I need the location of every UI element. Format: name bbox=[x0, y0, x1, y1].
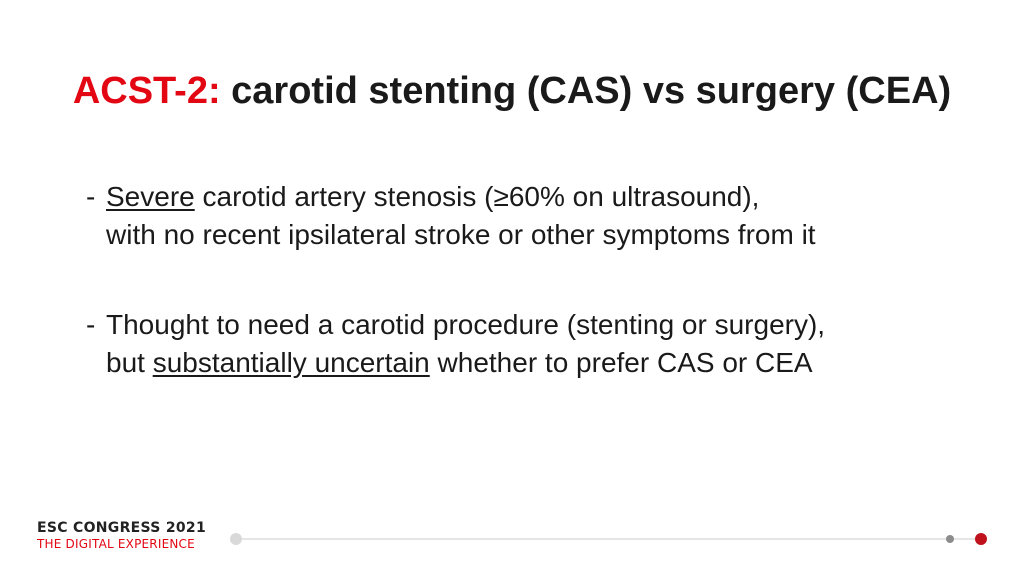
slide-title bbox=[0, 70, 1024, 113]
bullet-1-underlined-word: Severe bbox=[106, 181, 195, 212]
title-text: carotid stenting (CAS) vs surgery (CEA) bbox=[220, 70, 952, 112]
esc-congress-logo bbox=[37, 521, 206, 550]
bullet-item-2 bbox=[86, 306, 986, 382]
bullet-dash: - bbox=[86, 309, 96, 340]
bullet-2-line-2 bbox=[106, 344, 986, 382]
timeline-end-dot bbox=[975, 533, 987, 545]
timeline-track bbox=[236, 538, 982, 540]
logo-line-1: ESC CONGRESS 2021 bbox=[37, 520, 206, 536]
bullet-1-line-1-rest: carotid artery stenosis (≥60% on ultrasound), bbox=[194, 181, 760, 212]
footer-timeline bbox=[230, 532, 990, 546]
title-prefix: ACST-2: bbox=[72, 70, 221, 112]
bullet-item-1 bbox=[86, 178, 986, 254]
bullet-2-line-2-pre: but bbox=[106, 347, 153, 378]
bullet-1-line-2: with no recent ipsilateral stroke or other symptoms from it bbox=[106, 219, 816, 250]
timeline-marker-dot bbox=[946, 535, 954, 543]
bullet-list bbox=[86, 178, 986, 434]
timeline-start-dot bbox=[230, 533, 242, 545]
bullet-2-underlined-phrase: substantially uncertain bbox=[152, 347, 430, 378]
bullet-1-line-1 bbox=[106, 178, 986, 216]
logo-line-2: THE DIGITAL EXPERIENCE bbox=[37, 537, 195, 551]
bullet-dash: - bbox=[86, 181, 96, 212]
bullet-2-line-2-post: whether to prefer CAS or CEA bbox=[429, 347, 813, 378]
bullet-2-line-1: Thought to need a carotid procedure (stenting or surgery), bbox=[106, 309, 826, 340]
